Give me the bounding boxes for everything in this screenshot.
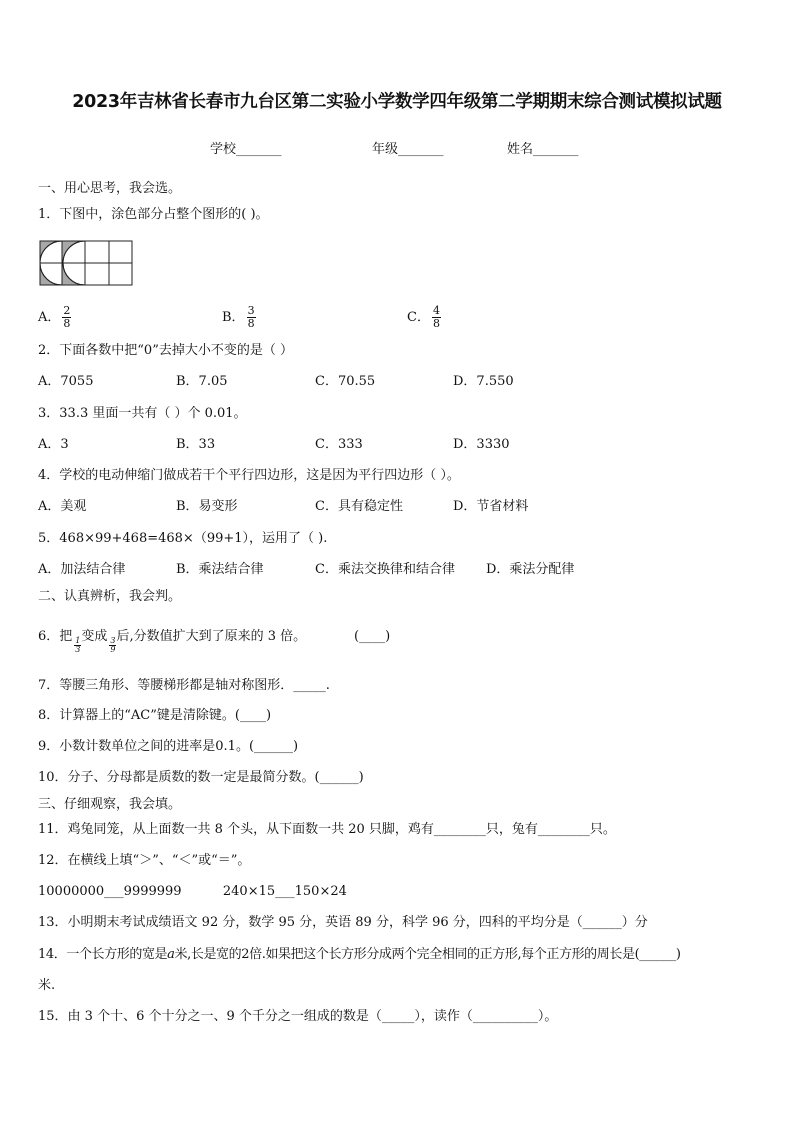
question-11: 11．鸡兔同笼，从上面数一共 8 个头，从下面数一共 20 只脚，鸡有________只，兔有________只。 <box>38 822 616 837</box>
name-field: 姓名_______ <box>507 142 579 157</box>
q1-option-a: A． $\frac{2}{8}$ <box>38 304 71 330</box>
q4-option-b: B．易变形 <box>176 499 238 514</box>
q2-option-c: C．70.55 <box>315 374 376 389</box>
shaded-grid-figure <box>39 240 135 286</box>
q5-option-c: C．乘法交换律和结合律 <box>315 562 455 577</box>
question-13: 13．小明期末考试成绩语文 92 分，数学 95 分，英语 89 分，科学 96 分，四科的平均分是（______）分 <box>38 915 648 930</box>
question-6-blank: (____) <box>354 629 391 644</box>
grade-field: 年级_______ <box>372 142 444 157</box>
question-8: 8．计算器上的“AC”键是清除键。(____) <box>38 708 272 723</box>
question-15: 15．由 3 个十、6 个十分之一、9 个千分之一组成的数是（_____），读作（__________）。 <box>38 1009 558 1024</box>
q3-option-c: C．333 <box>315 437 363 452</box>
q2-option-b: B．7.05 <box>176 374 228 389</box>
question-6: 6．把 $\frac{1}{3}$ 变成 $\frac{3}{9}$ 后,分数值扩大到了原来的 3 倍。 <box>38 629 307 654</box>
q5-option-d: D．乘法分配律 <box>486 562 575 577</box>
q2-option-d: D．7.550 <box>453 374 514 389</box>
q4-option-d: D．节省材料 <box>453 499 529 514</box>
page-title: 2023年吉林省长春市九台区第二实验小学数学四年级第二学期期末综合测试模拟试题 <box>72 92 722 112</box>
question-14-cont: 米. <box>38 978 56 993</box>
q4-option-a: A．美观 <box>38 499 87 514</box>
q5-option-b: B．乘法结合律 <box>176 562 264 577</box>
q4-option-c: C．具有稳定性 <box>315 499 403 514</box>
section-1-heading: 一、用心思考，我会选。 <box>38 181 182 196</box>
question-1-stem: 1．下图中，涂色部分占整个图形的( )。 <box>38 207 269 222</box>
question-5-stem: 5．468×99+468=468×（99+1），运用了（ ). <box>38 531 328 546</box>
question-7: 7．等腰三角形、等腰梯形都是轴对称图形．_____. <box>38 678 330 693</box>
question-2-stem: 2．下面各数中把“0”去掉大小不变的是（ ） <box>38 343 293 358</box>
question-12-stem: 12．在横线上填“＞”、“＜”或“＝”。 <box>38 853 251 868</box>
question-14: 14．一个长方形的宽是a米,长是宽的2倍.如果把这个长方形分成两个完全相同的正方形,每个正方形的周长是(______) <box>38 947 681 962</box>
q1-option-b: B． $\frac{3}{8}$ <box>222 304 255 330</box>
question-4-stem: 4．学校的电动伸缩门做成若干个平行四边形，这是因为平行四边形（ ）。 <box>38 468 460 483</box>
section-3-heading: 三、仔细观察，我会填。 <box>38 797 182 812</box>
question-3-stem: 3．33.3 里面一共有（ ）个 0.01。 <box>38 406 247 421</box>
q2-option-a: A．7055 <box>38 374 94 389</box>
q3-option-b: B．33 <box>176 437 216 452</box>
school-field: 学校_______ <box>210 142 282 157</box>
q3-option-d: D．3330 <box>453 437 510 452</box>
section-2-heading: 二、认真辨析，我会判。 <box>38 589 182 604</box>
question-10: 10．分子、分母都是质数的数一定是最简分数。(______) <box>38 770 364 785</box>
q3-option-a: A．3 <box>38 437 69 452</box>
question-12-line: 10000000___9999999 240×15___150×24 <box>38 884 347 899</box>
q1-option-c: C． $\frac{4}{8}$ <box>407 304 440 330</box>
question-9: 9．小数计数单位之间的进率是0.1。(______) <box>38 739 299 754</box>
q5-option-a: A．加法结合律 <box>38 562 126 577</box>
